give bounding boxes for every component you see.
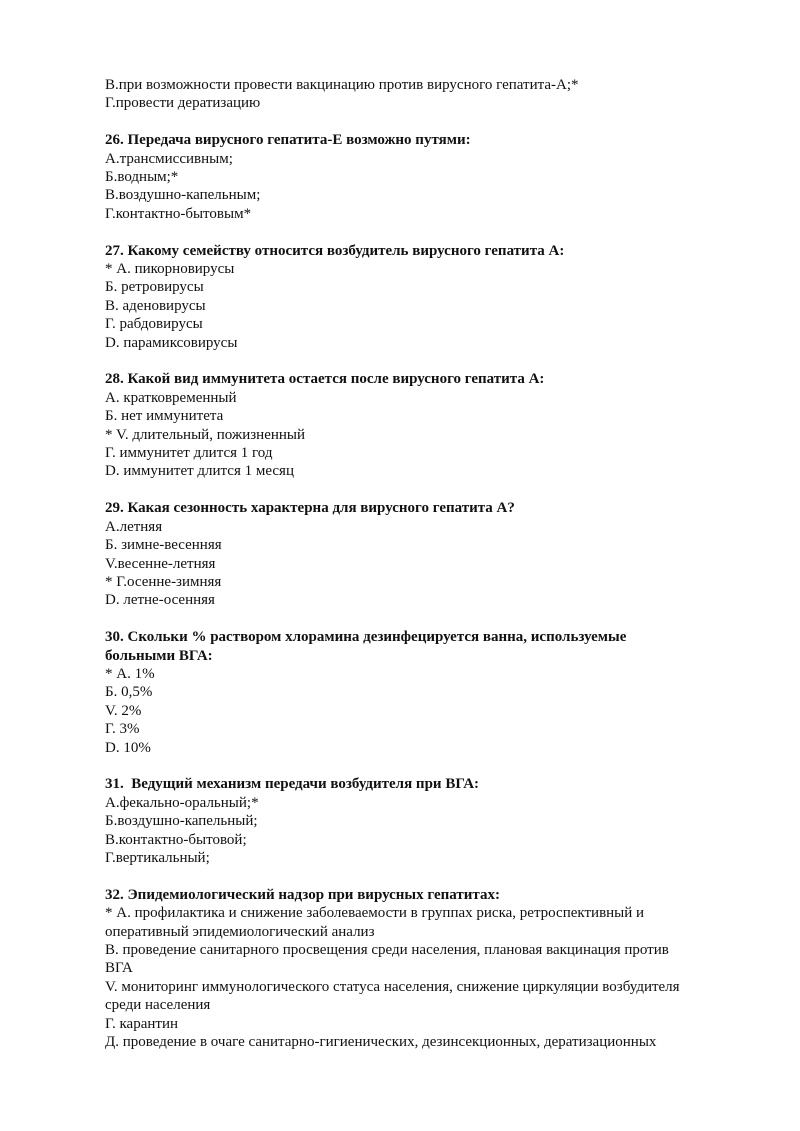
answer-option: В.при возможности провести вакцинацию против вирусного гепатита-А;*	[105, 77, 579, 93]
question-title: 30. Скольки % раствором хлорамина дезинфецируется ванна, используемые	[105, 629, 627, 646]
answer-option: D. парамиксовирусы	[105, 334, 238, 351]
answer-option: * А. пикорновирусы	[105, 261, 235, 278]
answer-option: Г. рабдовирусы	[105, 316, 203, 333]
answer-option: В.воздушно-капельным;	[105, 187, 261, 204]
answer-option: Г. карантин	[105, 1015, 178, 1032]
answer-option: Г. иммунитет длится 1 год	[105, 445, 273, 462]
answer-option: Б.водным;*	[105, 169, 179, 186]
answer-option: V. мониторинг иммунологического статуса населения, снижение циркуляции возбудителя	[105, 978, 680, 995]
answer-option: * Г.осенне-зимняя	[105, 573, 222, 590]
question-block	[105, 370, 755, 480]
answer-option: ВГА	[105, 960, 133, 977]
question-block	[105, 242, 755, 352]
answer-option: D. летне-осенняя	[105, 592, 215, 609]
question-block	[105, 499, 755, 609]
document-page	[105, 76, 755, 1051]
answer-option: В.контактно-бытовой;	[105, 831, 247, 848]
answer-option: В. аденовирусы	[105, 297, 206, 314]
question-title: 27. Какому семейству относится возбудитель вирусного гепатита А:	[105, 242, 565, 259]
answer-option: Б. ретровирусы	[105, 279, 204, 296]
question-title: 31. Ведущий механизм передачи возбудителя при ВГА:	[105, 776, 480, 793]
answer-option: Г.вертикальный;	[105, 849, 210, 866]
question-block	[105, 628, 755, 757]
answer-option: среди населения	[105, 997, 211, 1014]
answer-option: Б. зимне-весенняя	[105, 537, 222, 554]
answer-option: В. проведение санитарного просвещения среди населения, плановая вакцинация против	[105, 941, 669, 958]
answer-option: А. кратковременный	[105, 389, 237, 406]
answer-option: А.летняя	[105, 518, 163, 535]
question-title: больными ВГА:	[105, 647, 213, 664]
answer-option: Г.контактно-бытовым*	[105, 205, 252, 222]
question-title: 26. Передача вирусного гепатита-Е возможно путями:	[105, 132, 471, 149]
answer-option: Д. проведение в очаге санитарно-гигиенических, дезинсекционных, дератизационных	[105, 1034, 657, 1051]
question-title: 28. Какой вид иммунитета остается после вирусного гепатита А:	[105, 371, 545, 388]
answer-option: D. иммунитет длится 1 месяц	[105, 463, 294, 480]
answer-option: Б. нет иммунитета	[105, 408, 224, 425]
answer-option: V.весенне-летняя	[105, 555, 216, 572]
question-block	[105, 131, 755, 223]
answer-option: А.фекально-оральный;*	[105, 794, 259, 811]
question-title: 32. Эпидемиологический надзор при вирусных гепатитах:	[105, 886, 500, 903]
answer-option: * V. длительный, пожизненный	[105, 426, 306, 443]
answer-option: А.трансмиссивным;	[105, 150, 233, 167]
question-block	[105, 886, 755, 1052]
answer-option: * А. 1%	[105, 665, 155, 682]
answer-option: Г.провести дератизацию	[105, 95, 261, 112]
question-title: 29. Какая сезонность характерна для вирусного гепатита А?	[105, 500, 515, 517]
answer-option: * А. профилактика и снижение заболеваемости в группах риска, ретроспективный и	[105, 905, 645, 922]
question-block	[105, 775, 755, 867]
answer-option: Г. 3%	[105, 721, 140, 738]
continued-answer-block	[105, 76, 755, 113]
answer-option: Б.воздушно-капельный;	[105, 813, 258, 830]
answer-option: оперативный эпидемиологический анализ	[105, 923, 375, 940]
answer-option: Б. 0,5%	[105, 684, 153, 701]
question-list	[105, 131, 755, 1051]
answer-option: D. 10%	[105, 739, 151, 756]
answer-option: V. 2%	[105, 702, 142, 719]
